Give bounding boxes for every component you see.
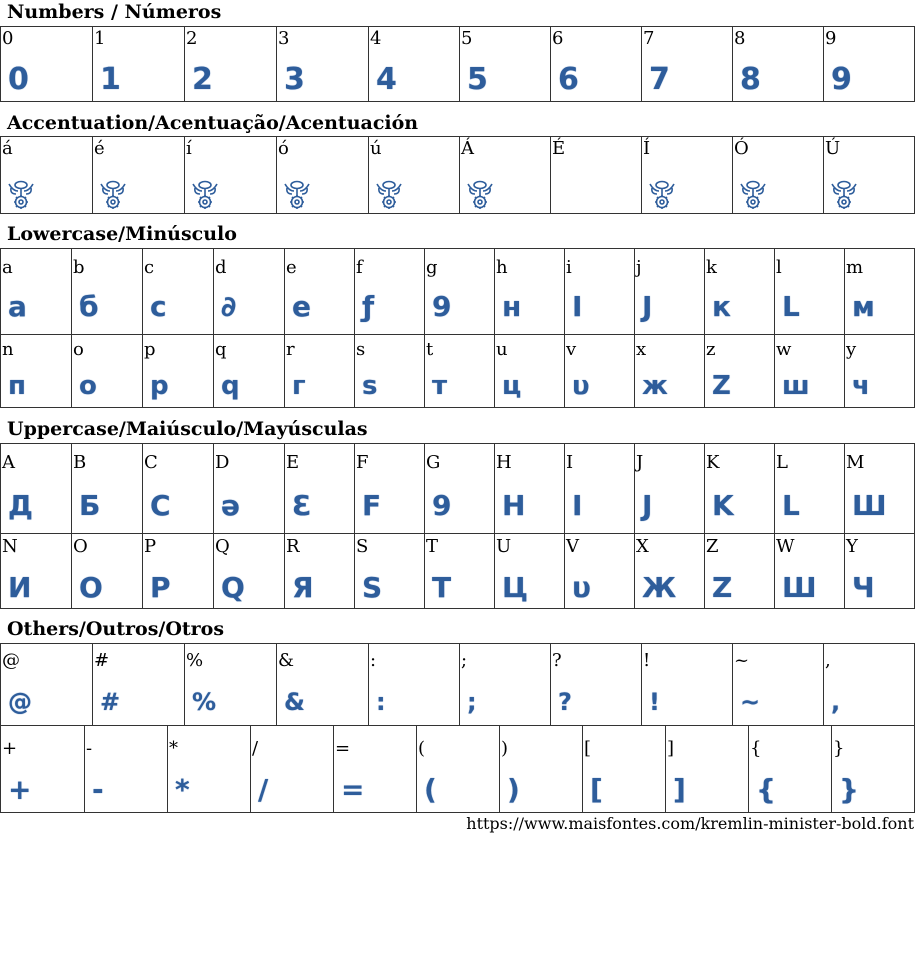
others-cell [1, 726, 85, 813]
uppercase-cell [775, 534, 845, 609]
glyph-sample: } [839, 773, 859, 806]
glyph-sample: Q [221, 571, 245, 604]
others-cell [369, 644, 460, 726]
glyph-sample: ] [673, 773, 686, 806]
glyph-sample: Б [79, 489, 101, 522]
glyph-sample: c [150, 290, 167, 323]
character-label: , [825, 650, 831, 671]
character-label: Ú [825, 138, 841, 159]
others-row [1, 644, 915, 726]
character-label: ! [643, 650, 651, 671]
glyph-sample: 4 [376, 62, 397, 97]
others-cell [168, 726, 251, 813]
lowercase-cell [1, 335, 72, 408]
glyph-sample: ( [424, 773, 437, 806]
character-label: J [636, 452, 644, 473]
others-cell [277, 644, 369, 726]
character-label: n [2, 339, 14, 360]
lowercase-cell [214, 249, 285, 335]
accents-cell [551, 137, 642, 214]
glyph-sample: I [572, 290, 583, 323]
character-label: á [2, 138, 13, 159]
character-label: z [706, 339, 716, 360]
character-label: S [356, 536, 369, 557]
character-label: Y [846, 536, 858, 557]
glyph-sample: о [79, 371, 97, 401]
character-label: Ó [734, 138, 749, 159]
glyph-sample: % [192, 688, 217, 716]
glyph-sample: / [258, 773, 269, 806]
character-label: ] [667, 738, 675, 759]
character-label: / [252, 738, 259, 759]
glyph-sample: ƒ [362, 290, 375, 323]
lowercase-cell [72, 249, 143, 335]
character-label: Z [706, 536, 719, 557]
glyph-sample: ! [649, 688, 660, 716]
glyph-sample: И [8, 571, 32, 604]
numbers-grid [0, 26, 915, 102]
character-label: i [566, 257, 572, 278]
character-label: É [552, 138, 566, 159]
lowercase-cell [355, 249, 425, 335]
accentuation-grid [0, 136, 915, 214]
accents-cell [277, 137, 369, 214]
others-cell [642, 644, 733, 726]
numbers-cell [460, 27, 551, 102]
glyph-sample: н [502, 290, 522, 323]
uppercase-cell [635, 444, 705, 534]
uppercase-cell [425, 444, 495, 534]
character-label: A [2, 452, 15, 473]
character-label: = [335, 738, 351, 759]
lowercase-cell [355, 335, 425, 408]
double-headed-eagle-emblem-icon [98, 179, 128, 211]
character-label: h [496, 257, 508, 278]
character-label: b [73, 257, 85, 278]
character-label: # [94, 650, 110, 671]
character-label: d [215, 257, 227, 278]
uppercase-cell [1, 444, 72, 534]
others-cell [417, 726, 500, 813]
character-label: M [846, 452, 865, 473]
character-label: & [278, 650, 295, 671]
glyph-sample: * [175, 773, 190, 806]
character-label: 4 [370, 28, 382, 49]
character-label: V [566, 536, 579, 557]
glyph-sample: 9 [831, 62, 852, 97]
character-label: ú [370, 138, 382, 159]
uppercase-grid [0, 443, 915, 609]
uppercase-cell [1, 534, 72, 609]
glyph-sample: б [79, 290, 99, 323]
accents-cell [460, 137, 551, 214]
character-label: L [776, 452, 788, 473]
uppercase-cell [705, 444, 775, 534]
glyph-sample: ж [642, 371, 668, 401]
glyph-sample: L [782, 489, 800, 522]
lowercase-cell [1, 249, 72, 335]
glyph-sample: { [756, 773, 776, 806]
others-cell [185, 644, 277, 726]
lowercase-cell [495, 335, 565, 408]
uppercase-cell [775, 444, 845, 534]
character-label: - [86, 738, 93, 759]
character-label: 7 [643, 28, 655, 49]
character-label: G [426, 452, 441, 473]
character-label: ó [278, 138, 289, 159]
lowercase-cell [425, 249, 495, 335]
glyph-sample: 6 [558, 62, 579, 97]
glyph-sample: , [831, 688, 841, 716]
glyph-sample: г [292, 371, 306, 401]
character-label: ( [418, 738, 426, 759]
glyph-sample: K [712, 489, 734, 522]
character-label: 2 [186, 28, 198, 49]
lowercase-cell [285, 249, 355, 335]
uppercase-cell [72, 444, 143, 534]
character-label: k [706, 257, 717, 278]
uppercase-cell [214, 534, 285, 609]
character-label: @ [2, 650, 20, 671]
glyph-sample: Ч [852, 571, 875, 604]
lowercase-cell [635, 249, 705, 335]
numbers-row [1, 27, 915, 102]
others-cell [334, 726, 417, 813]
character-label: U [496, 536, 512, 557]
numbers-cell [733, 27, 824, 102]
character-label: O [73, 536, 88, 557]
lowercase-cell [845, 335, 915, 408]
character-label: K [706, 452, 720, 473]
numbers-cell [1, 27, 93, 102]
character-label: o [73, 339, 84, 360]
numbers-cell [277, 27, 369, 102]
glyph-sample: # [100, 688, 121, 716]
glyph-sample: Я [292, 571, 314, 604]
section-title-accentuation: Accentuation/Acentuação/Acentuación [7, 112, 419, 134]
accents-cell [185, 137, 277, 214]
glyph-sample: e [292, 290, 311, 323]
others-cell [551, 644, 642, 726]
glyph-sample: Z [712, 371, 731, 401]
section-title-numbers: Numbers / Números [7, 1, 222, 23]
character-label: l [776, 257, 782, 278]
uppercase-cell [285, 444, 355, 534]
accents-row [1, 137, 915, 214]
numbers-cell [824, 27, 915, 102]
double-headed-eagle-emblem-icon [6, 179, 36, 211]
glyph-sample: O [79, 571, 103, 604]
glyph-sample: 9 [432, 290, 452, 323]
double-headed-eagle-emblem-icon [829, 179, 859, 211]
character-label: } [833, 738, 845, 759]
others-cell [500, 726, 583, 813]
footer-url-link[interactable]: https://www.maisfontes.com/kremlin-minister-bold.font [466, 814, 914, 833]
double-headed-eagle-emblem-icon [465, 179, 495, 211]
glyph-sample: п [8, 371, 26, 401]
character-label: í [186, 138, 192, 159]
glyph-sample: 8 [740, 62, 761, 97]
accents-cell [733, 137, 824, 214]
character-label: ; [461, 650, 468, 671]
glyph-sample: 3 [284, 62, 305, 97]
glyph-sample: : [376, 688, 386, 716]
double-headed-eagle-emblem-icon [282, 179, 312, 211]
glyph-sample: Ш [782, 571, 817, 604]
glyph-sample: J [642, 290, 653, 323]
lowercase-cell [565, 249, 635, 335]
character-label: N [2, 536, 18, 557]
lowercase-cell [285, 335, 355, 408]
glyph-sample: Ш [852, 489, 887, 522]
glyph-sample: 1 [100, 62, 121, 97]
character-label: R [286, 536, 300, 557]
character-label: 5 [461, 28, 473, 49]
glyph-sample: ц [502, 371, 522, 401]
numbers-cell [185, 27, 277, 102]
glyph-sample: Д [8, 489, 33, 522]
glyph-sample: ~ [740, 688, 761, 716]
uppercase-cell [705, 534, 775, 609]
uppercase-cell [72, 534, 143, 609]
glyph-sample: C [150, 489, 171, 522]
character-label: r [286, 339, 295, 360]
glyph-sample: ə [221, 489, 240, 522]
character-label: e [286, 257, 297, 278]
double-headed-eagle-emblem-icon [190, 179, 220, 211]
uppercase-cell [495, 534, 565, 609]
section-title-uppercase: Uppercase/Maiúsculo/Mayúsculas [7, 418, 368, 440]
double-headed-eagle-emblem-icon [374, 179, 404, 211]
others-cell [583, 726, 666, 813]
character-label: T [426, 536, 439, 557]
character-label: w [776, 339, 792, 360]
uppercase-cell [845, 534, 915, 609]
uppercase-cell [214, 444, 285, 534]
accents-cell [93, 137, 185, 214]
others-cell [733, 644, 824, 726]
glyph-sample: υ [572, 571, 591, 604]
glyph-sample: S [362, 571, 383, 604]
glyph-sample: = [341, 773, 365, 806]
glyph-sample: 2 [192, 62, 213, 97]
uppercase-cell [143, 534, 214, 609]
numbers-cell [642, 27, 733, 102]
uppercase-cell [425, 534, 495, 609]
others-cell [251, 726, 334, 813]
character-label: x [636, 339, 647, 360]
character-label: q [215, 339, 227, 360]
character-label: X [636, 536, 649, 557]
double-headed-eagle-emblem-icon [738, 179, 768, 211]
numbers-cell [369, 27, 460, 102]
glyph-sample: р [150, 371, 169, 401]
accents-cell [1, 137, 93, 214]
glyph-sample: 7 [649, 62, 670, 97]
lowercase-cell [565, 335, 635, 408]
glyph-sample: Ц [502, 571, 528, 604]
others-cell [824, 644, 915, 726]
character-label: Q [215, 536, 230, 557]
lowercase-cell [775, 249, 845, 335]
character-label: é [94, 138, 105, 159]
accents-cell [369, 137, 460, 214]
uppercase-row [1, 534, 915, 609]
character-label: u [496, 339, 508, 360]
character-label: v [566, 339, 577, 360]
character-label: F [356, 452, 369, 473]
character-label: % [186, 650, 204, 671]
lowercase-row [1, 249, 915, 335]
numbers-cell [551, 27, 642, 102]
lowercase-cell [143, 335, 214, 408]
glyph-sample: 9 [432, 489, 452, 522]
glyph-sample: υ [572, 371, 590, 401]
lowercase-cell [495, 249, 565, 335]
glyph-sample: L [782, 290, 800, 323]
lowercase-cell [214, 335, 285, 408]
double-headed-eagle-emblem-icon [647, 179, 677, 211]
uppercase-cell [143, 444, 214, 534]
character-label: H [496, 452, 512, 473]
lowercase-cell [775, 335, 845, 408]
character-label: c [144, 257, 155, 278]
character-label: 9 [825, 28, 837, 49]
uppercase-row [1, 444, 915, 534]
glyph-sample: ; [467, 688, 477, 716]
glyph-sample: + [8, 773, 32, 806]
lowercase-cell [705, 249, 775, 335]
uppercase-cell [565, 444, 635, 534]
others-cell [666, 726, 749, 813]
lowercase-cell [705, 335, 775, 408]
glyph-sample: Ж [642, 571, 677, 604]
glyph-sample: ч [852, 371, 870, 401]
character-label: W [776, 536, 795, 557]
character-label: s [356, 339, 366, 360]
glyph-sample: P [150, 571, 171, 604]
character-label: 1 [94, 28, 106, 49]
character-label: g [426, 257, 438, 278]
character-label: E [286, 452, 300, 473]
others-cell [85, 726, 168, 813]
others-cell [832, 726, 915, 813]
character-label: : [370, 650, 377, 671]
section-title-others: Others/Outros/Otros [7, 618, 225, 640]
character-label: ) [501, 738, 509, 759]
character-label: 8 [734, 28, 746, 49]
accents-cell [642, 137, 733, 214]
others-cell [1, 644, 93, 726]
character-label: j [636, 257, 642, 278]
glyph-sample: ? [558, 688, 572, 716]
character-label: a [2, 257, 13, 278]
character-label: + [2, 738, 18, 759]
uppercase-cell [355, 534, 425, 609]
character-label: ? [552, 650, 562, 671]
others-cell [93, 644, 185, 726]
glyph-sample: T [432, 571, 452, 604]
character-label: 0 [2, 28, 14, 49]
character-label: f [356, 257, 363, 278]
accents-cell [824, 137, 915, 214]
uppercase-cell [355, 444, 425, 534]
glyph-sample: & [284, 688, 305, 716]
character-label: [ [584, 738, 592, 759]
uppercase-cell [495, 444, 565, 534]
glyph-sample: Z [712, 571, 733, 604]
character-label: ~ [734, 650, 750, 671]
others-cell [460, 644, 551, 726]
glyph-sample: 0 [8, 62, 29, 97]
glyph-sample: ) [507, 773, 520, 806]
character-label: P [144, 536, 157, 557]
uppercase-cell [565, 534, 635, 609]
lowercase-cell [425, 335, 495, 408]
lowercase-cell [845, 249, 915, 335]
numbers-cell [93, 27, 185, 102]
glyph-sample: 5 [467, 62, 488, 97]
character-label: C [144, 452, 158, 473]
uppercase-cell [285, 534, 355, 609]
character-label: B [73, 452, 87, 473]
character-label: y [846, 339, 857, 360]
glyph-sample: F [362, 489, 382, 522]
character-label: p [144, 339, 156, 360]
lowercase-cell [143, 249, 214, 335]
glyph-sample: J [642, 489, 653, 522]
character-label: Í [643, 138, 651, 159]
glyph-sample: м [852, 290, 875, 323]
character-label: 3 [278, 28, 290, 49]
glyph-sample: H [502, 489, 526, 522]
character-label: m [846, 257, 864, 278]
glyph-sample: - [92, 773, 104, 806]
glyph-sample: I [572, 489, 583, 522]
character-label: Á [461, 138, 474, 159]
lowercase-grid [0, 248, 915, 408]
glyph-sample: Ɛ [292, 489, 312, 522]
lowercase-row [1, 335, 915, 408]
character-label: D [215, 452, 230, 473]
glyph-sample: [ [590, 773, 603, 806]
lowercase-cell [72, 335, 143, 408]
glyph-sample: a [8, 290, 27, 323]
others-row [1, 726, 915, 813]
glyph-sample: s [362, 371, 378, 401]
glyph-sample: @ [8, 688, 32, 716]
character-label: t [426, 339, 434, 360]
others-grid [0, 643, 915, 813]
glyph-sample: ∂ [221, 290, 237, 323]
lowercase-cell [635, 335, 705, 408]
character-label: * [169, 738, 178, 759]
glyph-sample: q [221, 371, 240, 401]
glyph-sample: т [432, 371, 448, 401]
character-label: I [566, 452, 574, 473]
others-cell [749, 726, 832, 813]
character-label: 6 [552, 28, 564, 49]
glyph-sample: к [712, 290, 732, 323]
section-title-lowercase: Lowercase/Minúsculo [7, 223, 237, 245]
character-label: { [750, 738, 762, 759]
glyph-sample: ш [782, 371, 810, 401]
uppercase-cell [845, 444, 915, 534]
uppercase-cell [635, 534, 705, 609]
